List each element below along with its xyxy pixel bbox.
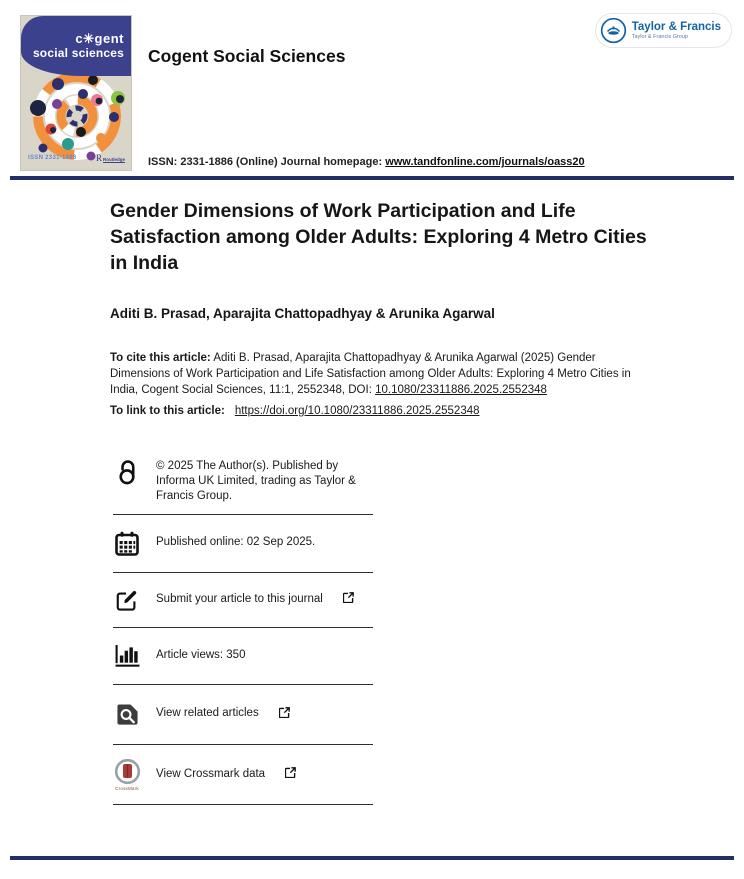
journal-homepage-link[interactable]: www.tandfonline.com/journals/oass20 [385, 156, 585, 168]
article-authors: Aditi B. Prasad, Aparajita Chattopadhyay & Arunika Agarwal [110, 306, 495, 321]
cover-masthead-band [21, 16, 131, 76]
submit-article-row[interactable] [113, 573, 373, 628]
header-divider-rule [10, 176, 734, 180]
published-row [113, 515, 373, 573]
link-label: To link to this article: [110, 405, 225, 417]
routledge-name: Routledge [103, 157, 125, 162]
copyright-text: © 2025 The Author(s). Published by Informa UK Limited, trading as Taylor & Francis Group. [156, 460, 356, 503]
crossmark-caption: CrossMark [115, 785, 139, 791]
submit-pencil-icon [113, 588, 141, 612]
taylor-francis-logo [595, 13, 732, 48]
doi-url-link[interactable]: https://doi.org/10.1080/23311886.2025.2552348 [234, 405, 480, 417]
taylor-francis-group: Taylor & Francis Group [631, 33, 688, 40]
crossmark-link[interactable]: View Crossmark data [156, 767, 266, 780]
calendar-icon [113, 531, 141, 556]
cover-brand-line2: social sciences [32, 45, 124, 60]
open-access-icon [113, 459, 141, 485]
external-link-icon [343, 592, 354, 608]
journal-title: Cogent Social Sciences [148, 46, 346, 66]
article-views-text: Article views: 350 [156, 648, 246, 661]
submit-article-link[interactable]: Submit your article to this journal [156, 592, 323, 605]
taylor-francis-wordmark [632, 21, 721, 40]
related-articles-row[interactable] [113, 685, 373, 745]
taylor-francis-name: Taylor & Francis [631, 20, 721, 33]
cite-label: To cite this article: [110, 352, 211, 364]
crossmark-row[interactable] [113, 745, 373, 806]
article-title: Gender Dimensions of Work Participation and Life Satisfaction among Older Adults: Exploring 4 Metro Cities in India [110, 200, 647, 275]
external-link-icon [279, 707, 290, 723]
copyright-row [113, 453, 373, 515]
cite-text: Aditi B. Prasad, Aparajita Chattopadhyay & Arunika Agarwal (2025) Gender Dimensions of Work Participation and Life Satisfaction among Older Adults: Exploring 4 Metro Cities in India, Cogent Social Sciences, 11:1, 2552348, DOI: [110, 352, 631, 397]
published-online-text: Published online: 02 Sep 2025. [156, 536, 316, 549]
issn-prefix: ISSN: 2331-1886 (Online) Journal homepage: [148, 156, 386, 168]
citation-block [110, 350, 652, 398]
routledge-logo [96, 153, 125, 163]
cover-brand-line1: c✳gent [75, 31, 124, 46]
footer-divider-rule [10, 856, 734, 860]
issn-homepage-line [148, 156, 585, 168]
external-link-icon [285, 767, 296, 783]
cite-doi-link[interactable]: 10.1080/23311886.2025.2552348 [375, 384, 547, 397]
journal-cover-thumbnail [20, 15, 132, 171]
taylor-francis-icon [600, 17, 627, 44]
cover-issn: ISSN 2331-1886 [28, 155, 77, 161]
article-views-row [113, 628, 373, 685]
cover-brand [33, 32, 124, 61]
crossmark-icon [113, 758, 141, 792]
related-articles-link[interactable]: View related articles [156, 707, 259, 720]
article-views-icon [113, 645, 141, 667]
related-articles-icon [113, 703, 141, 726]
cover-rings-art [21, 72, 132, 164]
article-action-list [113, 453, 373, 805]
routledge-initial: R [95, 153, 102, 163]
article-link-line [110, 405, 480, 417]
